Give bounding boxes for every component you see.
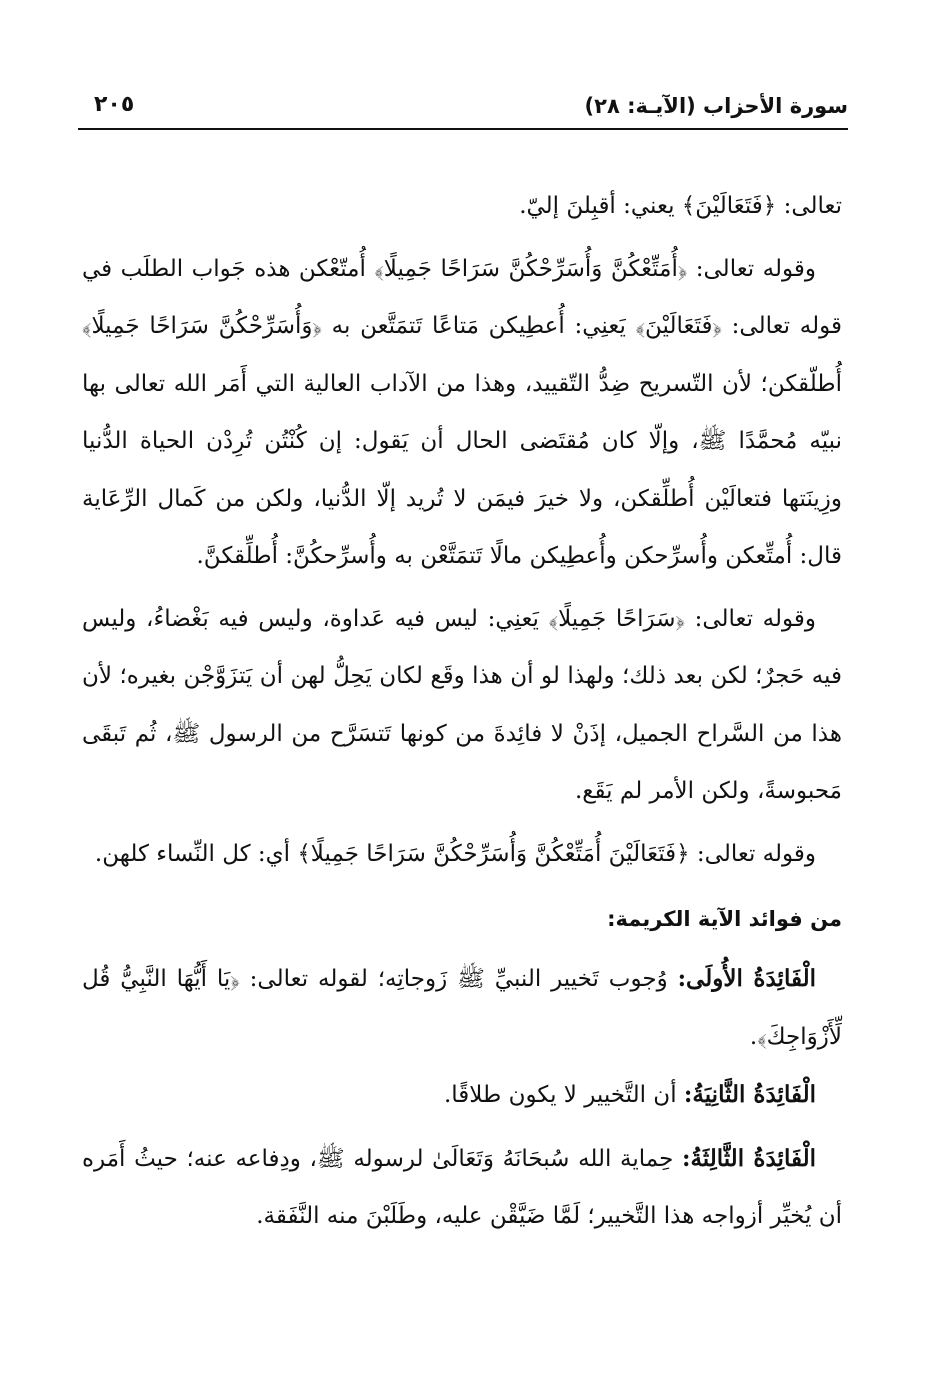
benefit-text: وُجوب تَخيير النبيِّ ﷺ زَوجاتِه؛ لقوله تعالى: ﴿يَا أَيُّهَا النَّبِيُّ قُل لِّأَزْوَاجِكَ﴾. (82, 966, 842, 1050)
paragraph-continuation: تعالى: ﴿فَتَعَالَيْنَ﴾ يعني: أقبِلنَ إليّ. (519, 193, 842, 219)
paragraph-tafsir-1: وقوله تعالى: ﴿أُمَتِّعْكُنَّ وَأُسَرِّحْكُنَّ سَرَاحًا جَمِيلًا﴾ أُمتّعْكن هذه جَواب الطلَب في قوله تعالى: ﴿فَتَعَالَيْنَ﴾ يَعنِي: أُعطِيكن مَتاعًا تَتمَتَّعن به ﴿وَأُسَرِّحْكُنَّ سَرَاحًا جَمِيلًا﴾ أُطلّقكن؛ لأن التّسريح ضِدُّ التّقييد، وهذا من الآداب العالية التي أَمَر الله تعالى بها نبيّه مُحمَّدًا ﷺ، وإلّا كان مُقتَضى الحال أن يَقول: إن كُنْتُن تُرِدْن الحياة الدُّنيا وزِينَتها فتعالَيْن أُطلِّقكن، ولا خيرَ فيمَن لا تُريد إلّا الدُّنيا، ولكن من كَمال الرِّعَاية قال: أُمتِّعكن وأُسرِّحكن وأُعطِيكن مالًا تَتمَتَّعْن به وأُسرِّحكُنَّ: أُطلِّقكنَّ. (82, 255, 842, 569)
benefit-1 (82, 950, 842, 1066)
paragraph-tafsir-2: وقوله تعالى: ﴿سَرَاحًا جَمِيلًا﴾ يَعنِي: ليس فيه عَداوة، وليس فيه بَغْضاءُ، وليس فيه حَجرٌ؛ لكن بعد ذلك؛ ولهذا لو أن هذا وقَع لكان يَحِلُّ لهن أن يَتزَوَّجْن بغيره؛ لأن هذا من السَّراح الجميل، إذَنْ لا فائِدةَ من كونها تَتسَرَّح من الرسول ﷺ، ثُم تَبقَى مَحبوسةً، ولكن الأمر لم يَقَع. (82, 605, 842, 804)
paragraph-tafsir-3: وقوله تعالى: ﴿فَتَعَالَيْنَ أُمَتِّعْكُنَّ وَأُسَرِّحْكُنَّ سَرَاحًا جَمِيلًا﴾ أي: كل النِّساء كلهن. (94, 840, 816, 867)
benefit-label: الْفَائِدَةُ الثَّالِثَةُ: (681, 1144, 816, 1172)
page-header (78, 88, 848, 130)
running-title: سورة الأحزاب (الآيـة: ٢٨) (584, 94, 848, 118)
benefit-3 (82, 1130, 842, 1246)
benefit-text: حِماية الله سُبحَانَهُ وَتَعَالَىٰ لرسوله ﷺ، ودِفاعه عنه؛ حيثُ أَمَره أن يُخيِّر أزواجه هذا التَّخيير؛ لَمَّا ضَيَّقْن عليه، وطَلَبْنَ منه النَّفَقة. (82, 1145, 842, 1229)
page-number: ٢٠٥ (94, 92, 135, 117)
benefits-heading: من فوائد الآية الكريمة: (607, 907, 842, 931)
benefit-label: الْفَائِدَةُ الأُولَى: (677, 965, 816, 992)
page-body (82, 178, 842, 1251)
benefit-text: أن التَّخيير لا يكون طلاقًا. (443, 1082, 684, 1108)
benefit-2 (82, 1066, 842, 1125)
benefit-label: الْفَائِدَةُ الثَّانِيَةُ: (683, 1081, 816, 1108)
